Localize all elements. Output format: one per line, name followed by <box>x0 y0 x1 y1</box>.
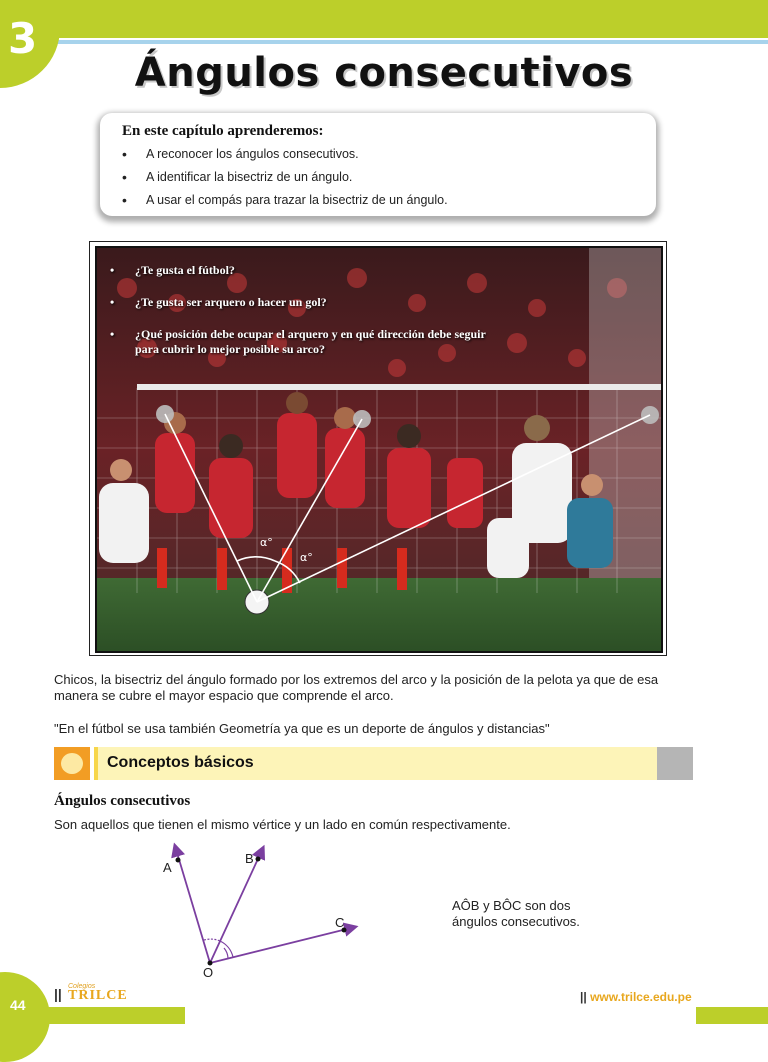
top-band <box>0 0 768 38</box>
goal-crossbar <box>137 384 661 390</box>
consecutive-angles-diagram <box>150 838 380 978</box>
alpha-label-1: α° <box>260 536 273 549</box>
explanation-paragraph: Chicos, la bisectriz del ángulo formado por los extremos del arco y la posición de la pelota ya que de esa manera se cubre el mayor espacio que comprende el arco. <box>54 672 659 703</box>
pitch <box>97 578 661 651</box>
bottom-band-right <box>696 1007 768 1024</box>
brand-small: Colegios <box>68 983 96 990</box>
website-link[interactable] <box>580 990 692 1004</box>
objectives-list <box>122 146 448 215</box>
ray-oc <box>210 927 355 963</box>
section-title: Conceptos básicos <box>107 754 254 771</box>
ray-oa <box>175 846 210 963</box>
website-text[interactable]: www.trilce.edu.pe <box>590 990 692 1004</box>
objective-item: • A identificar la bisectriz de un ángulo. <box>122 169 448 192</box>
brand-bars-icon: || <box>54 986 62 1002</box>
question-item: • ¿Qué posición debe ocupar el arquero y en qué dirección debe seguir para cubrir lo mejor posible su arco? <box>110 327 510 357</box>
section-end-block <box>657 747 693 780</box>
point-a <box>176 858 181 863</box>
brand-name: TRILCE <box>68 988 128 1003</box>
definition-text: Son aquellos que tienen el mismo vértice y un lado en común respectivamente. <box>54 817 511 832</box>
point-b <box>256 857 261 862</box>
objective-item: • A usar el compás para trazar la bisectriz de un ángulo. <box>122 192 448 215</box>
page-number: 44 <box>10 997 26 1013</box>
caption-line: ángulos consecutivos. <box>452 914 580 929</box>
top-rule <box>50 40 768 44</box>
question-item: • ¿Te gusta ser arquero o hacer un gol? <box>110 295 510 310</box>
section-header-bar <box>54 747 693 780</box>
label-o: O <box>203 965 214 978</box>
chapter-number: 3 <box>8 14 38 63</box>
alpha-label-2: α° <box>300 551 313 564</box>
ray-ob <box>210 848 263 963</box>
learning-objectives-box <box>100 113 656 216</box>
photo-questions <box>110 263 510 374</box>
brand-logo <box>54 983 128 1004</box>
arc-boc-inner <box>224 948 228 958</box>
subsection-heading: Ángulos consecutivos <box>54 793 191 809</box>
circle-icon <box>61 753 83 774</box>
page-number-tab <box>0 972 50 1062</box>
page-title: Ángulos consecutivos <box>134 50 634 96</box>
diagram-caption <box>452 898 632 930</box>
quote-paragraph: "En el fútbol se usa también Geometría ya que es un deporte de ángulos y distancias" <box>54 721 550 736</box>
objective-item: • A reconocer los ángulos consecutivos. <box>122 146 448 169</box>
arc-boc <box>220 941 233 957</box>
question-item: • ¿Te gusta el fútbol? <box>110 263 510 278</box>
arc-aob <box>204 939 220 941</box>
photo-frame <box>89 241 667 656</box>
objectives-heading: En este capítulo aprenderemos: <box>122 123 324 139</box>
bottom-band <box>0 1007 768 1024</box>
web-bars-icon: || <box>580 990 591 1004</box>
label-c: C <box>335 915 345 930</box>
label-a: A <box>163 860 172 875</box>
label-b: B <box>245 851 254 866</box>
soccer-photo <box>95 246 663 653</box>
caption-line: AÔB y BÔC son dos <box>452 898 571 913</box>
